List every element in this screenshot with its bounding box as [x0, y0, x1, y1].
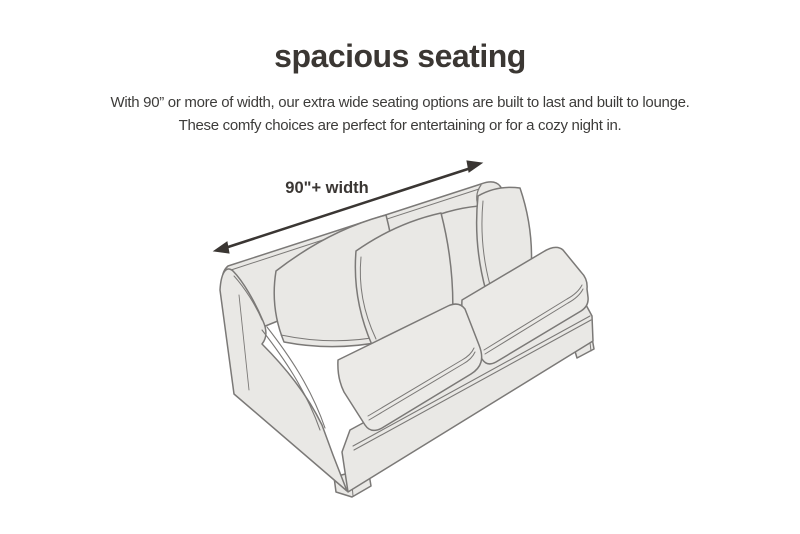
- width-dimension-label: 90"+ width: [285, 179, 369, 197]
- description-line-1: With 90” or more of width, our extra wide seating options are built to last and built to lounge.: [110, 94, 690, 111]
- description-line-2: These comfy choices are perfect for entertaining or for a cozy night in.: [178, 117, 622, 134]
- sofa-drawing: [220, 182, 594, 497]
- arrowhead-left: [214, 242, 229, 253]
- arrowhead-right: [467, 161, 482, 172]
- page-title: spacious seating: [274, 38, 526, 74]
